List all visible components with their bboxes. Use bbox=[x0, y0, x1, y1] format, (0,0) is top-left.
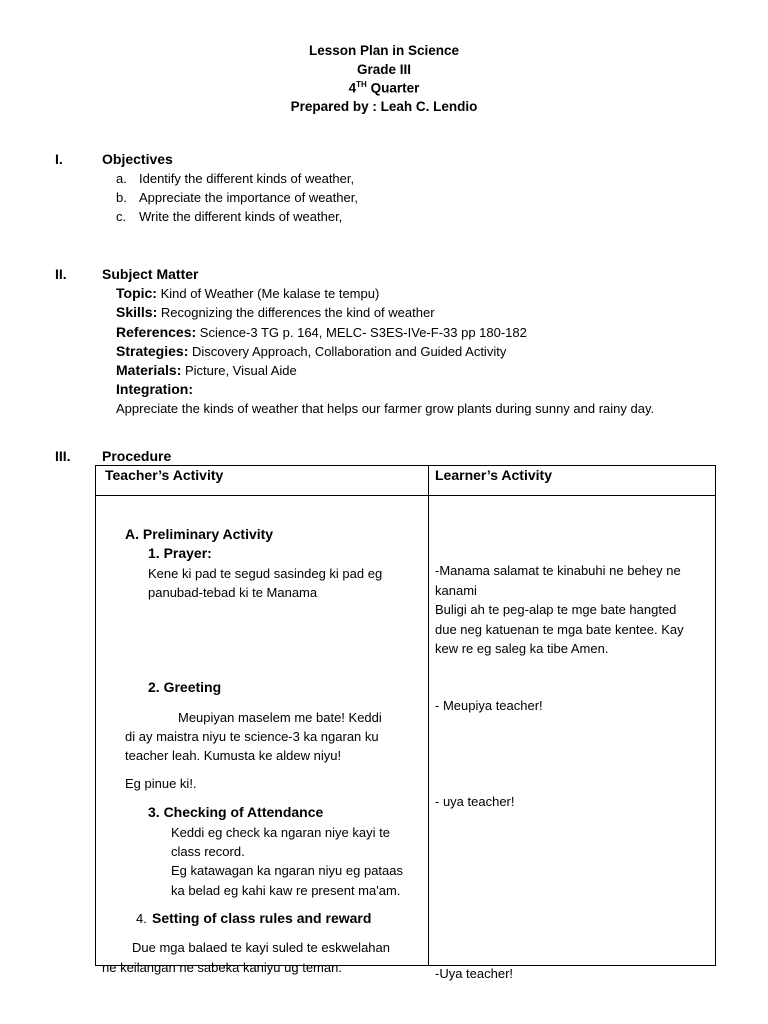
materials-label: Materials: bbox=[116, 362, 182, 378]
quarter-line bbox=[0, 80, 768, 96]
section-number-objectives: I. bbox=[55, 151, 63, 167]
strategies-label: Strategies: bbox=[116, 343, 189, 359]
class-rules-text: Due mga balaed te kayi suled te eskwelahan bbox=[132, 940, 390, 955]
attendance-text: Keddi eg check ka ngaran niye kayi te bbox=[171, 825, 390, 840]
class-rules-number: 4. bbox=[136, 911, 147, 926]
teacher-activity-header: Teacher’s Activity bbox=[105, 467, 224, 483]
doc-title: Lesson Plan in Science bbox=[308, 43, 460, 58]
learner-prayer-text: kanami bbox=[435, 583, 477, 598]
learner-rules-response: -Uya teacher! bbox=[435, 966, 514, 981]
attendance-text: Eg katawagan ka ngaran niyu eg pataas bbox=[171, 863, 404, 878]
learner-prayer-text: kew re eg saleg ka tibe Amen. bbox=[435, 641, 609, 656]
skills-value: Recognizing the differences the kind of weather bbox=[160, 305, 435, 320]
topic-value: Kind of Weather (Me kalase te tempu) bbox=[160, 286, 380, 301]
prepared-by: Prepared by : Leah C. Lendio bbox=[290, 99, 478, 114]
preliminary-activity-heading: A. Preliminary Activity bbox=[125, 526, 274, 542]
section-number-procedure: III. bbox=[55, 448, 71, 464]
topic-label: Topic: bbox=[116, 285, 157, 301]
objective-text: Appreciate the importance of weather, bbox=[139, 190, 358, 205]
section-number-subject-matter: II. bbox=[55, 266, 67, 282]
section-title-objectives: Objectives bbox=[102, 151, 173, 167]
attendance-text: ka belad eg kahi kaw re present ma'am. bbox=[171, 883, 401, 898]
skills-label: Skills: bbox=[116, 304, 158, 320]
attendance-text: class record. bbox=[171, 844, 245, 859]
integration-label: Integration: bbox=[116, 381, 193, 397]
prayer-text: Kene ki pad te segud sasindeg ki pad eg bbox=[148, 566, 383, 581]
section-title-subject-matter: Subject Matter bbox=[102, 266, 199, 282]
learner-activity-header: Learner’s Activity bbox=[435, 467, 552, 483]
learner-activity-header-cell bbox=[429, 466, 716, 496]
table-row bbox=[96, 496, 716, 966]
learner-prayer-text: -Manama salamat te kinabuhi ne behey ne bbox=[435, 563, 681, 578]
grade-line: Grade III bbox=[356, 62, 412, 77]
teacher-activity-header-cell bbox=[96, 466, 429, 496]
learner-prayer-text: Buligi ah te peg-alap te mge bate hangted bbox=[435, 602, 677, 617]
references-label: References: bbox=[116, 324, 197, 340]
section-title-procedure: Procedure bbox=[102, 448, 172, 464]
materials-line bbox=[116, 362, 297, 378]
greeting-heading: 2. Greeting bbox=[148, 679, 222, 695]
greeting-text: di ay maistra niyu te science-3 ka ngaran ku bbox=[125, 729, 379, 744]
objective-text: Identify the different kinds of weather, bbox=[139, 171, 355, 186]
learner-attendance-response: - uya teacher! bbox=[435, 794, 515, 809]
materials-value: Picture, Visual Aide bbox=[184, 363, 297, 378]
references-line bbox=[116, 324, 527, 340]
learner-greeting-response: - Meupiya teacher! bbox=[435, 698, 543, 713]
objective-letter: a. bbox=[116, 171, 127, 186]
greeting-text: Eg pinue ki!. bbox=[125, 776, 197, 791]
procedure-table bbox=[95, 465, 716, 981]
class-rules-heading: Setting of class rules and reward bbox=[152, 910, 372, 926]
quarter-superscript: TH bbox=[356, 80, 367, 89]
class-rules-text: ne keilangan ne sabeka kaniyu ug teman. bbox=[102, 960, 342, 975]
strategies-value: Discovery Approach, Collaboration and Guided Activity bbox=[191, 344, 507, 359]
quarter-number: 4 bbox=[348, 80, 357, 96]
integration-value: Appreciate the kinds of weather that helps our farmer grow plants during sunny and rainy day. bbox=[116, 401, 655, 416]
references-value: Science-3 TG p. 164, MELC- S3ES-IVe-F-33 pp 180-182 bbox=[199, 325, 527, 340]
prayer-text: panubad-tebad ki te Manama bbox=[148, 585, 318, 600]
attendance-heading: 3. Checking of Attendance bbox=[148, 804, 324, 820]
strategies-line bbox=[116, 343, 506, 359]
greeting-text: Meupiyan maselem me bate! Keddi bbox=[178, 710, 382, 725]
topic-line bbox=[116, 285, 379, 301]
prayer-heading: 1. Prayer: bbox=[148, 545, 212, 561]
teacher-activity-cell bbox=[96, 496, 429, 975]
skills-line bbox=[116, 304, 435, 320]
quarter-word: Quarter bbox=[370, 80, 420, 96]
learner-prayer-text: due neg katuenan te mga bate kentee. Kay bbox=[435, 622, 684, 637]
greeting-text: teacher leah. Kumusta ke aldew niyu! bbox=[125, 748, 342, 763]
objective-letter: c. bbox=[116, 209, 127, 224]
objective-letter: b. bbox=[116, 190, 127, 205]
integration-line bbox=[116, 381, 193, 397]
objective-text: Write the different kinds of weather, bbox=[139, 209, 343, 224]
learner-activity-cell bbox=[429, 496, 716, 981]
table-header-row bbox=[96, 466, 716, 496]
